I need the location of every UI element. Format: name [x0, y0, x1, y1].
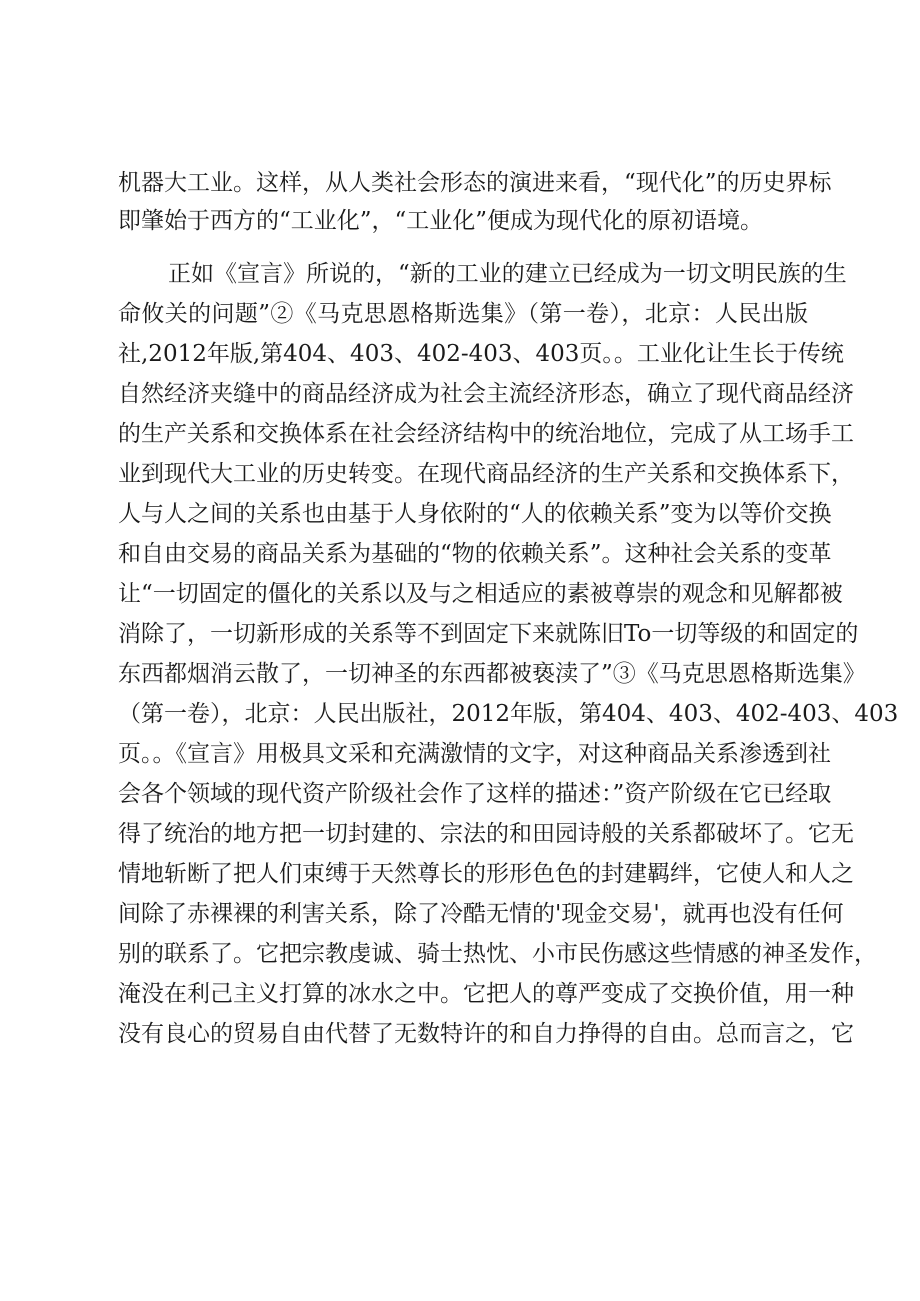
text-line: 得了统治的地方把一切封建的、宗法的和田园诗般的关系都破坏了。它无	[118, 821, 854, 847]
text-line: 机器大工业。这样，从人类社会形态的演进来看，“现代化”的历史界标	[118, 170, 832, 196]
text-line: 自然经济夹缝中的商品经济成为社会主流经济形态，确立了现代商品经济	[118, 381, 854, 407]
text-line: 即肇始于西方的“工业化”，“工业化”便成为现代化的原初语境。	[118, 208, 764, 234]
text-line: 正如《宣言》所说的，“新的工业的建立已经成为一切文明民族的生	[168, 261, 847, 287]
text-line: 和自由交易的商品关系为基础的“物的依赖关系”。这种社会关系的变革	[118, 541, 832, 567]
text-line: 命攸关的问题”②《马克思恩格斯选集》（第一卷），北京：人民出版	[118, 301, 808, 327]
text-line: 人与人之间的关系也由基于人身依附的“人的依赖关系”变为以等价交换	[118, 501, 832, 527]
text-line: 消除了，一切新形成的关系等不到固定下来就陈旧To一切等级的和固定的	[118, 621, 859, 647]
text-line: （第一卷），北京：人民出版社，2012年版，第404、403、402-403、403	[118, 701, 899, 727]
text-line: 淹没在利己主义打算的冰水之中。它把人的尊严变成了交换价值，用一种	[118, 981, 854, 1007]
text-line: 会各个领域的现代资产阶级社会作了这样的描述：”资产阶级在它已经取	[118, 781, 832, 807]
text-line: 没有良心的贸易自由代替了无数特许的和自力挣得的自由。总而言之，它	[118, 1021, 854, 1047]
text-line: 别的联系了。它把宗教虔诚、骑士热忱、小市民伤感这些情感的神圣发作，	[118, 941, 877, 967]
text-line: 业到现代大工业的历史转变。在现代商品经济的生产关系和交换体系下，	[118, 461, 854, 487]
text-line: 间除了赤裸裸的利害关系，除了冷酷无情的'现金交易'，就再也没有任何	[118, 901, 844, 927]
text-line: 的生产关系和交换体系在社会经济结构中的统治地位，完成了从工场手工	[118, 421, 854, 447]
text-line: 让“一切固定的僵化的关系以及与之相适应的素被尊崇的观念和见解都被	[118, 581, 843, 607]
text-line: 东西都烟消云散了，一切神圣的东西都被亵渎了”③《马克思恩格斯选集》	[118, 661, 866, 687]
text-line: 页。。《宣言》用极具文采和充满激情的文字，对这种商品关系渗透到社	[118, 741, 831, 767]
text-line: 情地斩断了把人们束缚于天然尊长的形形色色的封建羁绊，它使人和人之	[118, 861, 854, 887]
text-line: 社,2012年版,第404、403、402-403、403页。。工业化让生长于传统	[118, 341, 844, 367]
